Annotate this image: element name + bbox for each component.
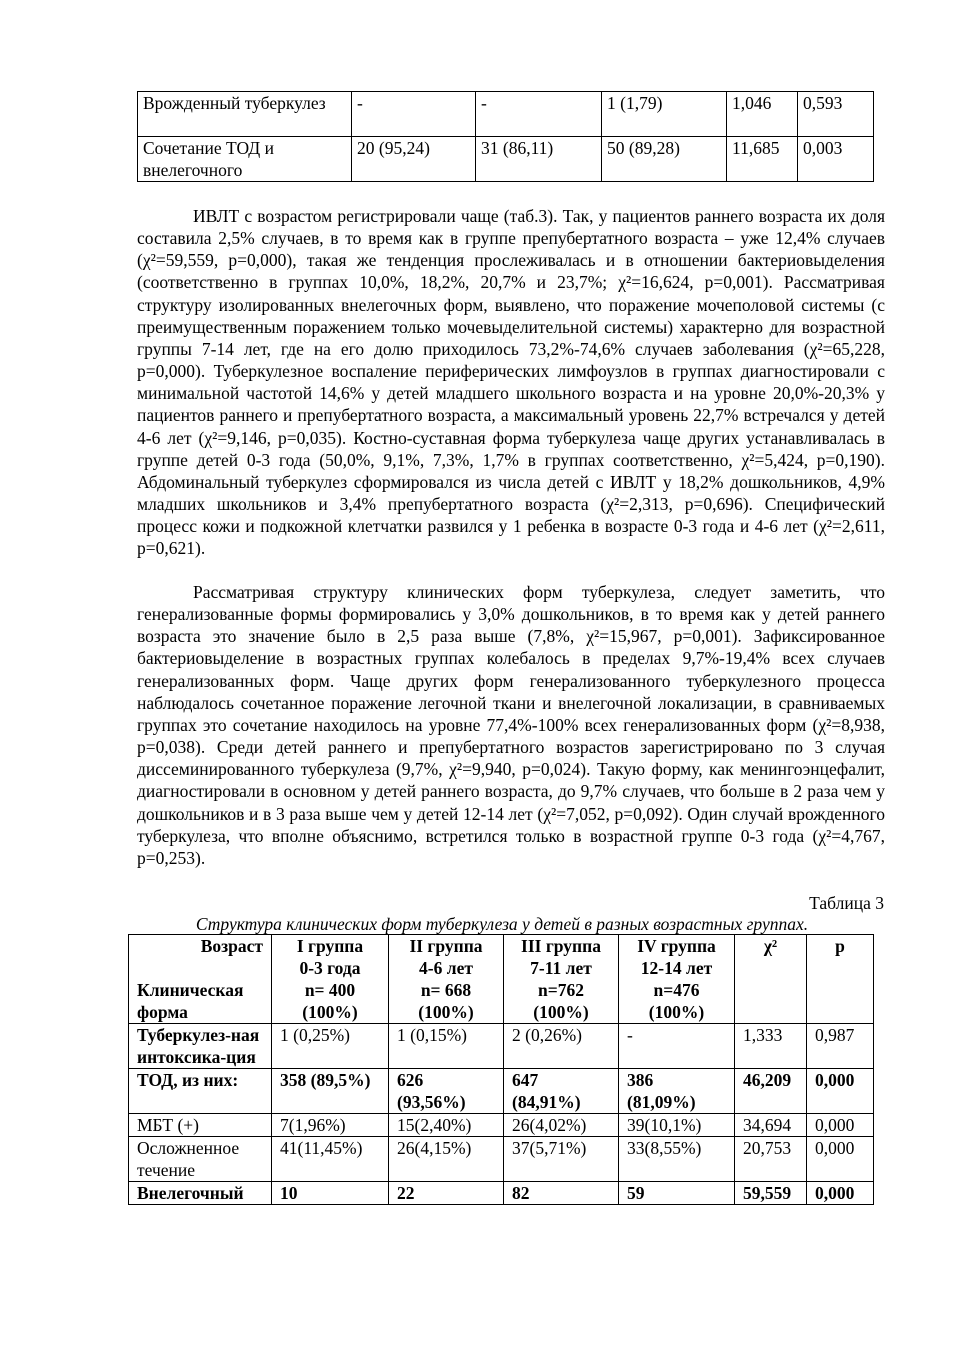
- table-cell: 0,000: [807, 1182, 874, 1205]
- header-corner-cell: [129, 935, 272, 1024]
- table-cell: 46,209: [735, 1069, 807, 1114]
- table-cell: -: [352, 92, 476, 137]
- table-cell: -: [476, 92, 602, 137]
- table-cell: Сочетание ТОД и внелегочного: [138, 137, 352, 182]
- table-cell: 11,685: [727, 137, 798, 182]
- paragraph-2-text: Рассматривая структуру клинических форм туберкулеза, следует заметить, что генерализованные формы формировались у 3,0% дошкольников, в то время как у детей раннего возраста это значение было в 2,5 раза выше (7,8%, χ²=15,967, р=0,001). Зафиксированное бактериовыделение в возрастных группах колебалось в пределах 9,7%-19,4% всех случаев генерализованных форм. Чаще других форм генерализованного туберкулезного процесса наблюдалось сочетанное поражение легочной ткани и внелегочной локализации, в сравниваемых группах это сочетание находилось на уровне 77,4%-100% всех генерализованных форм (χ²=8,938, р=0,038). Среди детей раннего и препубертатного возрастов зарегистрировано по 3 случая диссеминированного туберкулеза (9,7%, χ²=9,940, р=0,024). Такую форму, как менингоэнцефалит, диагностировали в основном у детей раннего возраста, до 9,7% случаев, что больше в 2 раза чем у дошкольников и в 3 раза выше чем у детей 12-14 лет (χ²=7,052, р=0,092). Один случай врожденного туберкулеза, что вполне объяснимо, встретился только в возрастной группе 0-3 года (χ²=4,767, р=0,253).: [137, 582, 885, 868]
- continued-table: [137, 91, 874, 182]
- paragraph-2: [137, 581, 885, 869]
- table-row: [129, 1182, 874, 1205]
- table-cell: 0,000: [807, 1137, 874, 1182]
- header-age-label: Возраст: [200, 936, 263, 956]
- row-label: Осложненное течение: [129, 1137, 272, 1182]
- table-cell: 26(4,02%): [504, 1114, 619, 1137]
- header-group-2: II группа 4-6 лет n= 668 (100%): [389, 935, 504, 1024]
- table-cell: 2 (0,26%): [504, 1024, 619, 1069]
- table-cell: 7(1,96%): [272, 1114, 389, 1137]
- row-label: МБТ (+): [129, 1114, 272, 1137]
- table-cell: Врожденный туберкулез: [138, 92, 352, 137]
- header-group-3: III группа 7-11 лет n=762 (100%): [504, 935, 619, 1024]
- row-label: Внелегочный: [129, 1182, 272, 1205]
- paragraph-1-text: ИВЛТ с возрастом регистрировали чаще (таб.3). Так, у пациентов раннего возраста их доля составила 2,5% случаев, в то время как в группе препубертатного возраста – уже 12,4% случаев (χ²=59,559, р=0,000), такая же тенденция прослеживалась и в отношении бактериовыделения (соответственно в группах 10,0%, 18,2%, 20,7% и 23,7%; χ²=16,624, р=0,001). Рассматривая структуру изолированных внелегочных форм, выявлено, что поражение мочеполовой системы (с преимущественным поражением только мочевыделительной системы) характерно для возрастной группы 7-14 лет, где на его долю приходилось 73,2%-74,6% случаев заболевания (χ²=65,228, р=0,000). Туберкулезное воспаление периферических лимфоузлов в группах диагностировали с минимальной частотой 14,6% у детей младшего школьного возраста и на уровне 20,0%-20,3% у пациентов раннего и препубертатного возраста, а максимальный уровень 22,7% встречался у детей 4-6 лет (χ²=9,146, р=0,035). Костно-суставная форма туберкулеза чаще других устанавливалась в группе детей 0-3 года (50,0%, 9,1%, 7,3%, 1,7% в группах соответственно, χ²=5,424, р=0,190). Абдоминальный туберкулез сформировался из числа детей с ИВЛТ у 18,2% дошкольников, 4,9% младших школьников и 3,4% препубертатного возраста (χ²=2,313, р=0,696). Специфический процесс кожи и подкожной клетчатки развился у 1 ребенка в возрасте 0-3 года и 4-6 лет (χ²=2,611, р=0,621).: [137, 206, 885, 559]
- table-cell: 1 (0,15%): [389, 1024, 504, 1069]
- table-cell: 0,987: [807, 1024, 874, 1069]
- table-caption: Таблица 3: [809, 893, 884, 913]
- table-cell: 82: [504, 1182, 619, 1205]
- table-cell: 20 (95,24): [352, 137, 476, 182]
- table-cell: 386 (81,09%): [619, 1069, 735, 1114]
- row-label: ТОД, из них:: [129, 1069, 272, 1114]
- row-label: Туберкулез-ная интоксика-ция: [129, 1024, 272, 1069]
- table-cell: 647 (84,91%): [504, 1069, 619, 1114]
- table-cell: 39(10,1%): [619, 1114, 735, 1137]
- clinical-forms-table: [128, 934, 874, 1205]
- table-cell: 1,333: [735, 1024, 807, 1069]
- table-cell: 41(11,45%): [272, 1137, 389, 1182]
- table-cell: 20,753: [735, 1137, 807, 1182]
- table-header-row: [129, 935, 874, 1024]
- paragraph-1: [137, 205, 885, 560]
- header-p-value: р: [807, 935, 874, 1024]
- table-cell: 0,000: [807, 1069, 874, 1114]
- table-cell: 15(2,40%): [389, 1114, 504, 1137]
- table-row: [129, 1137, 874, 1182]
- table-row: [129, 1069, 874, 1114]
- table-cell: 626 (93,56%): [389, 1069, 504, 1114]
- table-cell: 50 (89,28): [602, 137, 727, 182]
- table-cell: 0,593: [798, 92, 874, 137]
- table-row: [129, 1024, 874, 1069]
- header-group-4: IV группа 12-14 лет n=476 (100%): [619, 935, 735, 1024]
- table-cell: 22: [389, 1182, 504, 1205]
- table-row: [138, 92, 874, 137]
- table-cell: 26(4,15%): [389, 1137, 504, 1182]
- table-cell: 37(5,71%): [504, 1137, 619, 1182]
- table-cell: 31 (86,11): [476, 137, 602, 182]
- table-title: Структура клинических форм туберкулеза у детей в разных возрастных группах.: [195, 914, 809, 934]
- header-group-1: I группа 0-3 года n= 400 (100%): [272, 935, 389, 1024]
- table-cell: -: [619, 1024, 735, 1069]
- table-cell: 1 (0,25%): [272, 1024, 389, 1069]
- table-cell: 33(8,55%): [619, 1137, 735, 1182]
- table-cell: 0,000: [807, 1114, 874, 1137]
- table-cell: 10: [272, 1182, 389, 1205]
- header-chi-square: χ²: [735, 935, 807, 1024]
- table-cell: 358 (89,5%): [272, 1069, 389, 1114]
- table-row: [138, 137, 874, 182]
- table-row: [129, 1114, 874, 1137]
- table-cell: 34,694: [735, 1114, 807, 1137]
- table-cell: 0,003: [798, 137, 874, 182]
- table-cell: 59: [619, 1182, 735, 1205]
- header-form-label: Клиническая форма: [137, 980, 244, 1022]
- table-cell: 59,559: [735, 1182, 807, 1205]
- table-cell: 1,046: [727, 92, 798, 137]
- table-cell: 1 (1,79): [602, 92, 727, 137]
